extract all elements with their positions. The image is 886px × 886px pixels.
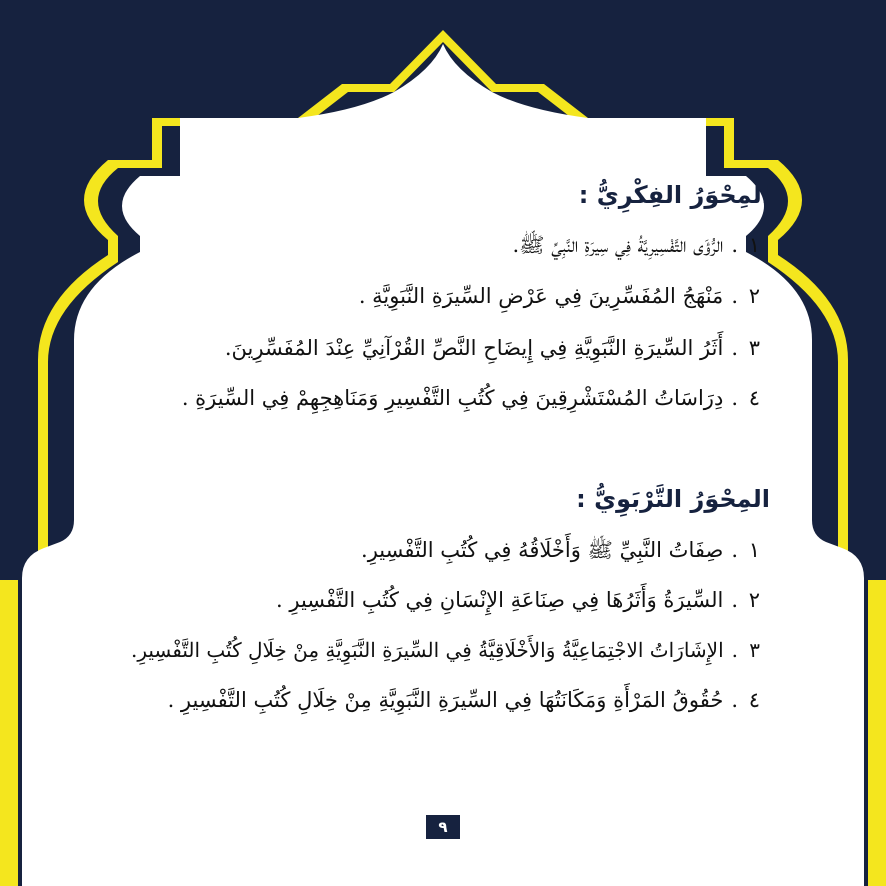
list-item	[168, 688, 760, 712]
item-separator: .	[731, 386, 738, 410]
item-number: ٢	[748, 588, 760, 612]
page-number: ٩	[426, 815, 460, 839]
item-separator: .	[731, 538, 738, 562]
item-separator: .	[731, 638, 738, 662]
list-item	[276, 588, 760, 612]
item-text: حُقُوقُ المَرْأَةِ وَمَكَانَتُهَا فِي السِّيرَةِ النَّبَوِيَّةِ مِنْ خِلَالِ كُتُبِ التَّفْسِيرِ .	[167, 688, 724, 712]
item-text: الإِشَارَاتُ الاجْتِمَاعِيَّةُ وَالأَخْلَاقِيَّةُ فِي السِّيرَةِ النَّبَوِيَّةِ مِنْ خِلَالِ كُتُبِ التَّفْسِيرِ.	[130, 638, 724, 662]
list-item	[361, 537, 760, 568]
item-text: مَنْهَجُ المُفَسِّرِينَ فِي عَرْضِ السِّيرَةِ النَّبَوِيَّةِ .	[358, 284, 724, 308]
list-item	[359, 284, 760, 308]
item-number: ١	[748, 233, 760, 257]
list-item	[182, 386, 760, 410]
item-number: ٢	[748, 284, 760, 308]
item-separator: .	[731, 588, 738, 612]
item-separator: .	[731, 336, 738, 360]
item-number: ٣	[749, 638, 760, 662]
section-title-educational: المِحْوَرُ التَّرْبَوِيُّ :	[576, 485, 770, 513]
item-separator: .	[731, 284, 738, 308]
item-text: أَثَرُ السِّيرَةِ النَّبَوِيَّةِ فِي إِيضَاحِ النَّصِّ القُرْآنِيِّ عِنْدَ المُفَسِّرِينَ.	[224, 336, 724, 360]
item-number: ٤	[748, 688, 760, 712]
list-item	[512, 232, 760, 263]
list-item	[131, 638, 760, 662]
item-separator: .	[731, 233, 738, 257]
item-separator: .	[731, 688, 738, 712]
item-number: ٣	[748, 336, 760, 360]
section-title-intellectual: المِحْوَرُ الفِكْرِيُّ :	[578, 181, 770, 209]
item-number: ١	[748, 538, 760, 562]
list-item	[225, 336, 760, 360]
item-text: صِفَاتُ النَّبِيِّ ﷺ وَأَخْلَاقُهُ فِي كُتُبِ التَّفْسِيرِ.	[361, 538, 724, 562]
item-text: الرُّؤَى التَّفْسِيرِيَّةُ فِي سِيرَةِ النَّبِيِّ ﷺ.	[512, 233, 724, 257]
item-text: دِرَاسَاتُ المُسْتَشْرِقِينَ فِي كُتُبِ التَّفْسِيرِ وَمَنَاهِجِهِمْ فِي السِّيرَةِ .	[181, 386, 724, 410]
item-text: السِّيرَةُ وَأَثَرُهَا فِي صِنَاعَةِ الإِنْسَانِ فِي كُتُبِ التَّفْسِيرِ .	[276, 588, 724, 612]
item-number: ٤	[748, 386, 760, 410]
